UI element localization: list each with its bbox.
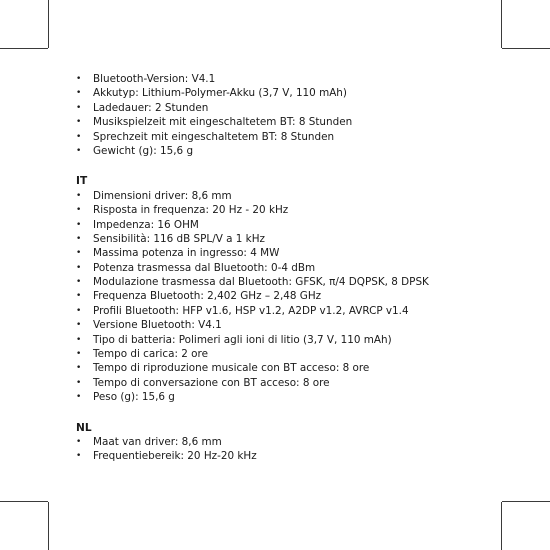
spec-text: Risposta in frequenza: 20 Hz - 20 kHz [93,204,289,217]
list-item [76,435,496,449]
spec-text: Tempo di conversazione con BT acceso: 8 ore [93,376,330,389]
bullet-icon: • [76,117,82,128]
crop-mark-top-left-vertical [48,0,49,48]
spec-text: Versione Bluetooth: V4.1 [93,319,222,332]
spec-text: Tipo di batteria: Polimeri agli ioni di litio (3,7 V, 110 mAh) [93,333,392,346]
spec-text: Profili Bluetooth: HFP v1.6, HSP v1.2, A2DP v1.2, AVRCP v1.4 [93,304,409,317]
spec-text: Sensibilità: 116 dB SPL/V a 1 kHz [93,232,265,245]
section-spacer [76,158,496,174]
list-item [76,289,496,303]
bullet-icon: • [76,205,82,216]
bullet-icon: • [76,102,82,113]
list-item [76,203,496,217]
spec-text: Frequenza Bluetooth: 2,402 GHz – 2,48 GHz [93,290,322,303]
list-item [76,318,496,332]
list-item [76,144,496,158]
bullet-icon: • [76,334,82,345]
list-item [76,261,496,275]
spec-list-de [76,72,496,158]
list-item [76,361,496,375]
spec-sheet [76,72,496,464]
bullet-icon: • [76,363,82,374]
list-item [76,275,496,289]
crop-mark-top-right-horizontal [502,48,550,49]
list-item [76,232,496,246]
bullet-icon: • [76,88,82,99]
spec-text: Dimensioni driver: 8,6 mm [93,189,232,202]
spec-text: Potenza trasmessa dal Bluetooth: 0-4 dBm [93,261,316,274]
spec-text: Gewicht (g): 15,6 g [93,144,194,157]
crop-mark-top-left-horizontal [0,48,48,49]
crop-mark-bottom-left-vertical [48,502,49,550]
spec-text: Tempo di carica: 2 ore [93,348,208,361]
list-item [76,333,496,347]
crop-mark-bottom-left-horizontal [0,501,48,502]
section-heading-nl: NL [76,421,92,434]
bullet-icon: • [76,320,82,331]
bullet-icon: • [76,291,82,302]
list-item [76,246,496,260]
spec-text: Sprechzeit mit eingeschaltetem BT: 8 Stunden [93,130,335,143]
bullet-icon: • [76,305,82,316]
section-heading-it: IT [76,175,88,188]
spec-list-nl [76,435,496,464]
spec-text: Frequentiebereik: 20 Hz-20 kHz [93,450,257,463]
list-item [76,390,496,404]
bullet-icon: • [76,248,82,259]
crop-mark-top-right-vertical [501,0,502,48]
list-item [76,101,496,115]
bullet-icon: • [76,436,82,447]
spec-text: Ladedauer: 2 Stunden [93,101,209,114]
spec-list-it [76,189,496,405]
list-item [76,304,496,318]
list-item [76,86,496,100]
bullet-icon: • [76,74,82,84]
list-item [76,218,496,232]
spec-text: Bluetooth-Version: V4.1 [93,73,216,85]
bullet-icon: • [76,190,82,201]
list-item [76,130,496,144]
bullet-icon: • [76,451,82,462]
spec-text: Modulazione trasmessa dal Bluetooth: GFSK, π/4 DQPSK, 8 DPSK [93,276,429,289]
bullet-icon: • [76,349,82,360]
spec-text: Maat van driver: 8,6 mm [93,435,222,448]
bullet-icon: • [76,392,82,403]
bullet-icon: • [76,233,82,244]
section-spacer [76,405,496,421]
bullet-icon: • [76,131,82,142]
list-item [76,347,496,361]
bullet-icon: • [76,262,82,273]
list-item [76,376,496,390]
bullet-icon: • [76,145,82,156]
bullet-icon: • [76,277,82,288]
crop-mark-bottom-right-vertical [501,502,502,550]
list-item [76,449,496,463]
spec-text: Peso (g): 15,6 g [93,391,175,404]
list-item [76,115,496,129]
spec-text: Impedenza: 16 OHM [93,218,199,231]
spec-text: Tempo di riproduzione musicale con BT acceso: 8 ore [93,362,370,375]
spec-text: Massima potenza in ingresso: 4 MW [93,247,280,260]
list-item [76,72,496,86]
spec-text: Akkutyp: Lithium-Polymer-Akku (3,7 V, 110 mAh) [93,87,347,100]
spec-text: Musikspielzeit mit eingeschaltetem BT: 8 Stunden [93,116,353,129]
crop-mark-bottom-right-horizontal [502,501,550,502]
bullet-icon: • [76,377,82,388]
list-item [76,189,496,203]
bullet-icon: • [76,219,82,230]
